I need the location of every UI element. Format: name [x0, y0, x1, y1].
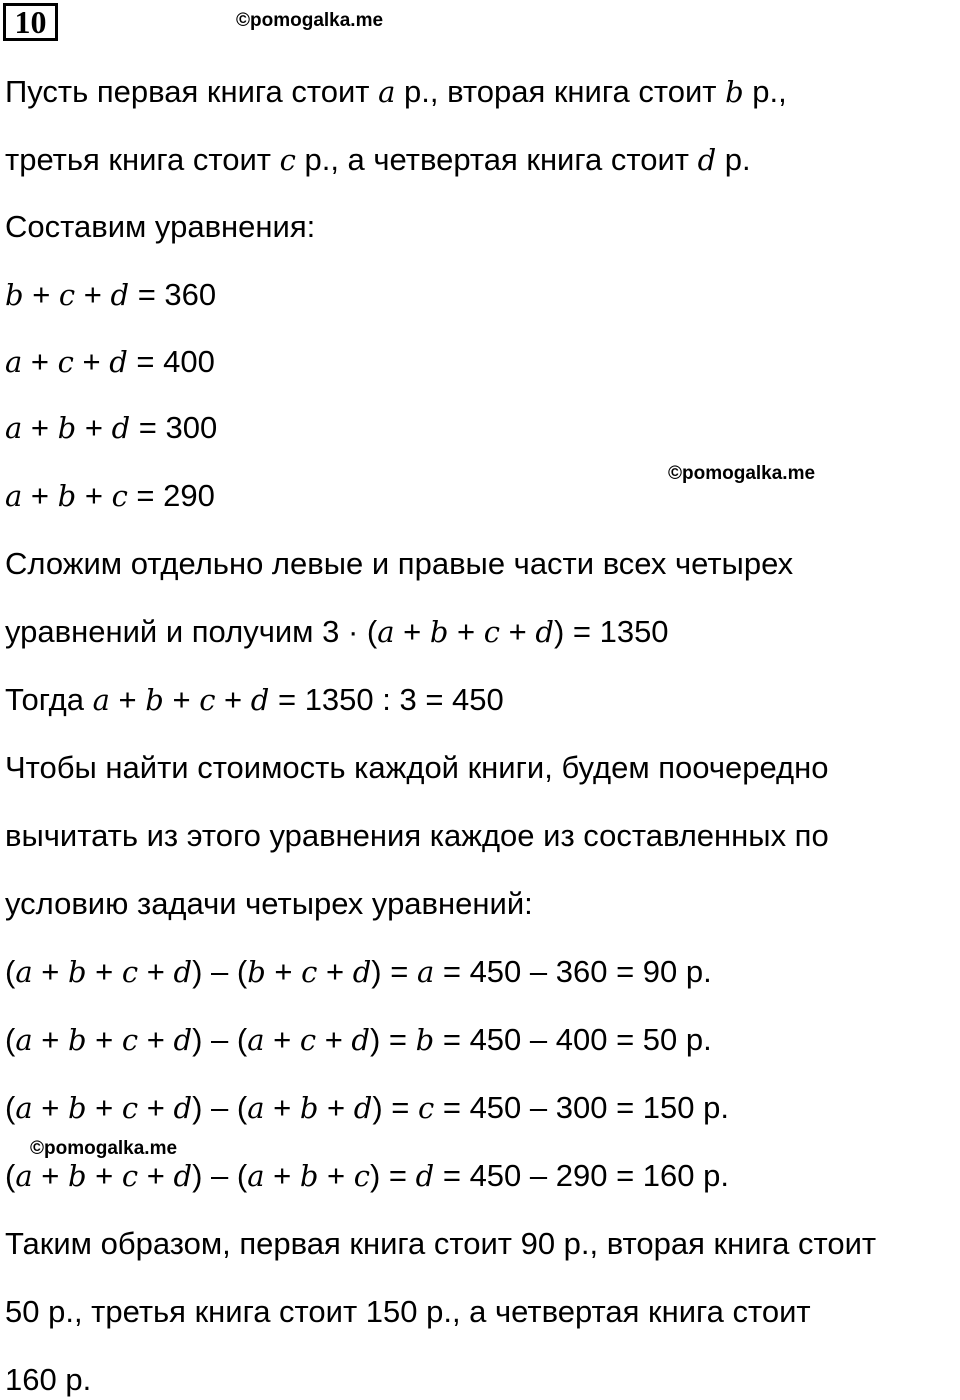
- equation-2: a + c + d = 400: [5, 344, 215, 379]
- text-line-2: третья книга стоит c р., а четвертая книга стоит d р.: [5, 142, 751, 177]
- equation-4: a + b + c = 290: [5, 478, 215, 513]
- text-line-10: Тогда a + b + c + d = 1350 : 3 = 450: [5, 682, 504, 717]
- subtraction-2: (a + b + c + d) – (a + c + d) = b = 450 – 400 = 50 р.: [5, 1022, 712, 1057]
- text-line-12: вычитать из этого уравнения каждое из составленных по: [5, 818, 829, 853]
- watermark: ©pomogalka.me: [668, 463, 816, 484]
- text-line-20: 160 р.: [5, 1362, 92, 1397]
- watermark: ©pomogalka.me: [236, 10, 384, 31]
- equation-3: a + b + d = 300: [5, 410, 218, 445]
- text-line-19: 50 р., третья книга стоит 150 р., а четвертая книга стоит: [5, 1294, 811, 1329]
- text-line-11: Чтобы найти стоимость каждой книги, будем поочередно: [5, 750, 829, 785]
- watermark: ©pomogalka.me: [30, 1138, 178, 1159]
- equation-1: b + c + d = 360: [5, 277, 217, 312]
- text-line-3: Составим уравнения:: [5, 209, 316, 244]
- subtraction-1: (a + b + c + d) – (b + c + d) = a = 450 – 360 = 90 р.: [5, 954, 712, 989]
- text-line-18: Таким образом, первая книга стоит 90 р., вторая книга стоит: [5, 1226, 877, 1261]
- text-line-13: условию задачи четырех уравнений:: [5, 886, 533, 921]
- subtraction-4: (a + b + c + d) – (a + b + c) = d = 450 – 290 = 160 р.: [5, 1158, 729, 1193]
- text-line-1: Пусть первая книга стоит a р., вторая книга стоит b р.,: [5, 74, 787, 109]
- text-line-8: Сложим отдельно левые и правые части всех четырех: [5, 546, 794, 581]
- text-line-9: уравнений и получим 3 · (a + b + c + d) = 1350: [5, 614, 669, 649]
- subtraction-3: (a + b + c + d) – (a + b + d) = c = 450 – 300 = 150 р.: [5, 1090, 729, 1125]
- problem-number: 10: [3, 3, 58, 41]
